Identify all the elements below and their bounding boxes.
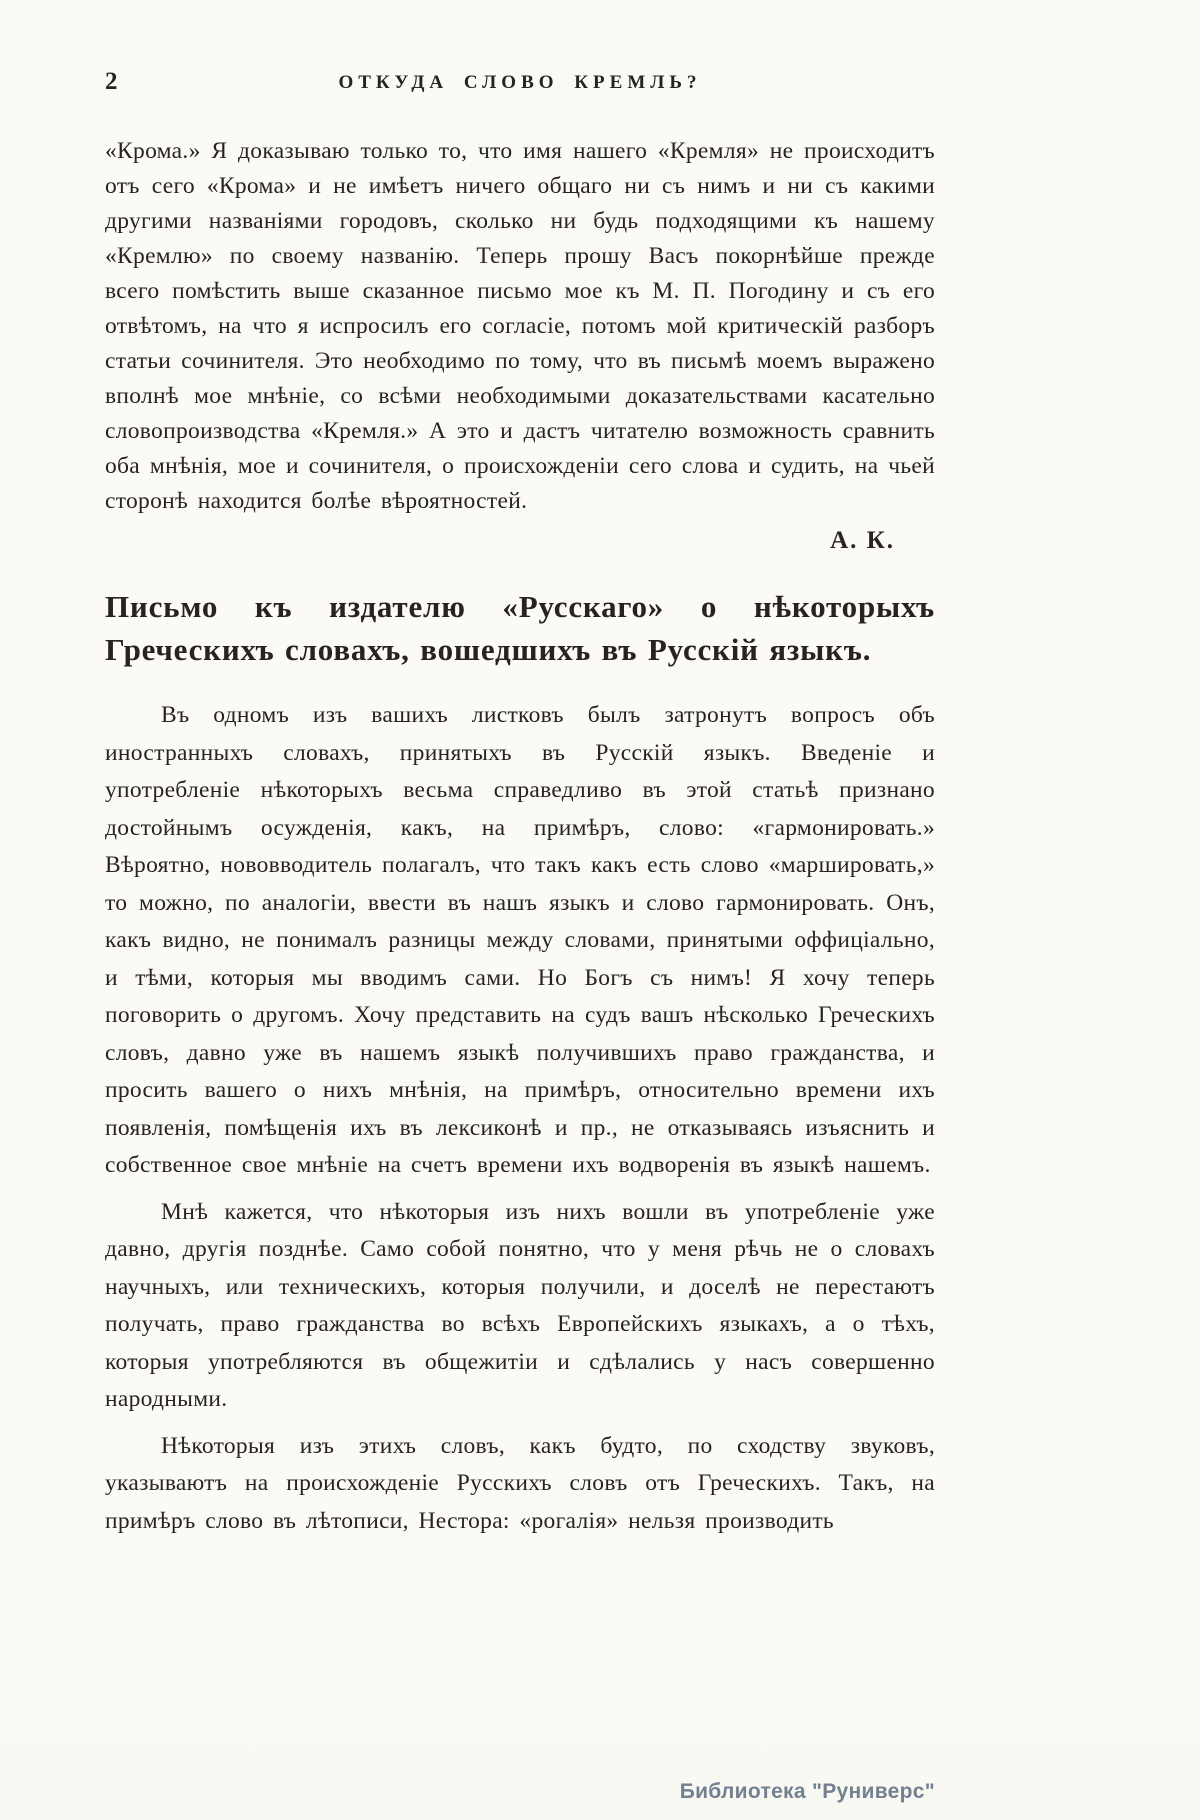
page-number: 2 — [105, 68, 118, 95]
library-watermark: Библиотека "Руниверс" — [679, 1780, 935, 1803]
article-heading: Письмо къ издателю «Русскаго» о нѣкоторыхъ Греческихъ словахъ, вошедшихъ въ Русскій языкъ. — [105, 589, 935, 667]
page-header — [105, 68, 935, 110]
previous-article-conclusion — [105, 134, 935, 555]
paragraph: «Крома.» Я доказываю только то, что имя нашего «Кремля» не происходитъ отъ сего «Крома» и не имѣетъ ничего общаго ни съ нимъ и ни съ какими другими названіями городовъ, сколько ни будь подходящими къ нашему «Кремлю» по своему названію. Теперь прошу Васъ покорнѣйше прежде всего помѣстить выше сказанное письмо мое къ М. П. Погодину и съ его отвѣтомъ, на что я испросилъ его согласіе, потомъ мой критическій разборъ статьи сочинителя. Это необходимо по тому, что въ письмѣ моемъ выражено вполнѣ мое мнѣніе, со всѣми необходимыми доказательствами касательно словопроизводства «Кремля.» А это и дастъ читателю возможность сравнить оба мнѣнія, мое и сочинителя, о происхожденіи сего слова и судить, на чьей сторонѣ находится болѣе вѣроятностей. — [105, 138, 935, 514]
author-signature: А. К. — [830, 527, 895, 554]
paragraph: Въ одномъ изъ вашихъ листковъ былъ затронутъ вопросъ объ иностранныхъ словахъ, принятыхъ въ Русскій языкъ. Введеніе и употребленіе нѣкоторыхъ весьма справедливо въ этой статьѣ признано достойнымъ осужденія, какъ, на примѣръ, слово: «гармонировать.» Вѣроятно, нововводитель полагалъ, что такъ какъ есть слово «маршировать,» то можно, по аналогіи, ввести въ нашъ языкъ и слово гармонировать. Онъ, какъ видно, не понималъ разницы между словами, принятыми оффиціально, и тѣми, которыя мы вводимъ сами. Но Богъ съ нимъ! Я хочу теперь поговорить о другомъ. Хочу представить на судъ вашъ нѣсколько Греческихъ словъ, давно уже въ нашемъ языкѣ получившихъ право гражданства, и просить вашего о нихъ мнѣнія, на примѣръ, относительно времени ихъ появленія, помѣщенія ихъ въ лексиконѣ и пр., не отказываясь изъяснить и собственное свое мнѣніе на счетъ времени ихъ водворенія въ языкѣ нашемъ. — [105, 702, 935, 1178]
paragraph: Нѣкоторыя изъ этихъ словъ, какъ будто, по сходству звуковъ, указываютъ на происхожденіе Русскихъ словъ отъ Греческихъ. Такъ, на примѣръ слово въ лѣтописи, Нестора: «рогалія» нельзя производить — [105, 1432, 935, 1534]
running-head: ОТКУДА СЛОВО КРЕМЛЬ? — [338, 72, 702, 93]
letter-article — [105, 585, 935, 1540]
paragraph: Мнѣ кажется, что нѣкоторыя изъ нихъ вошли въ употребленіе уже давно, другія позднѣе. Само собой понятно, что у меня рѣчь не о словахъ научныхъ, или техническихъ, которыя получили, и доселѣ не перестаютъ получать, право гражданства во всѣхъ Европейскихъ языкахъ, а о тѣхъ, которыя употребляются въ общежитіи и сдѣлались у насъ совершенно народными. — [105, 1198, 935, 1412]
